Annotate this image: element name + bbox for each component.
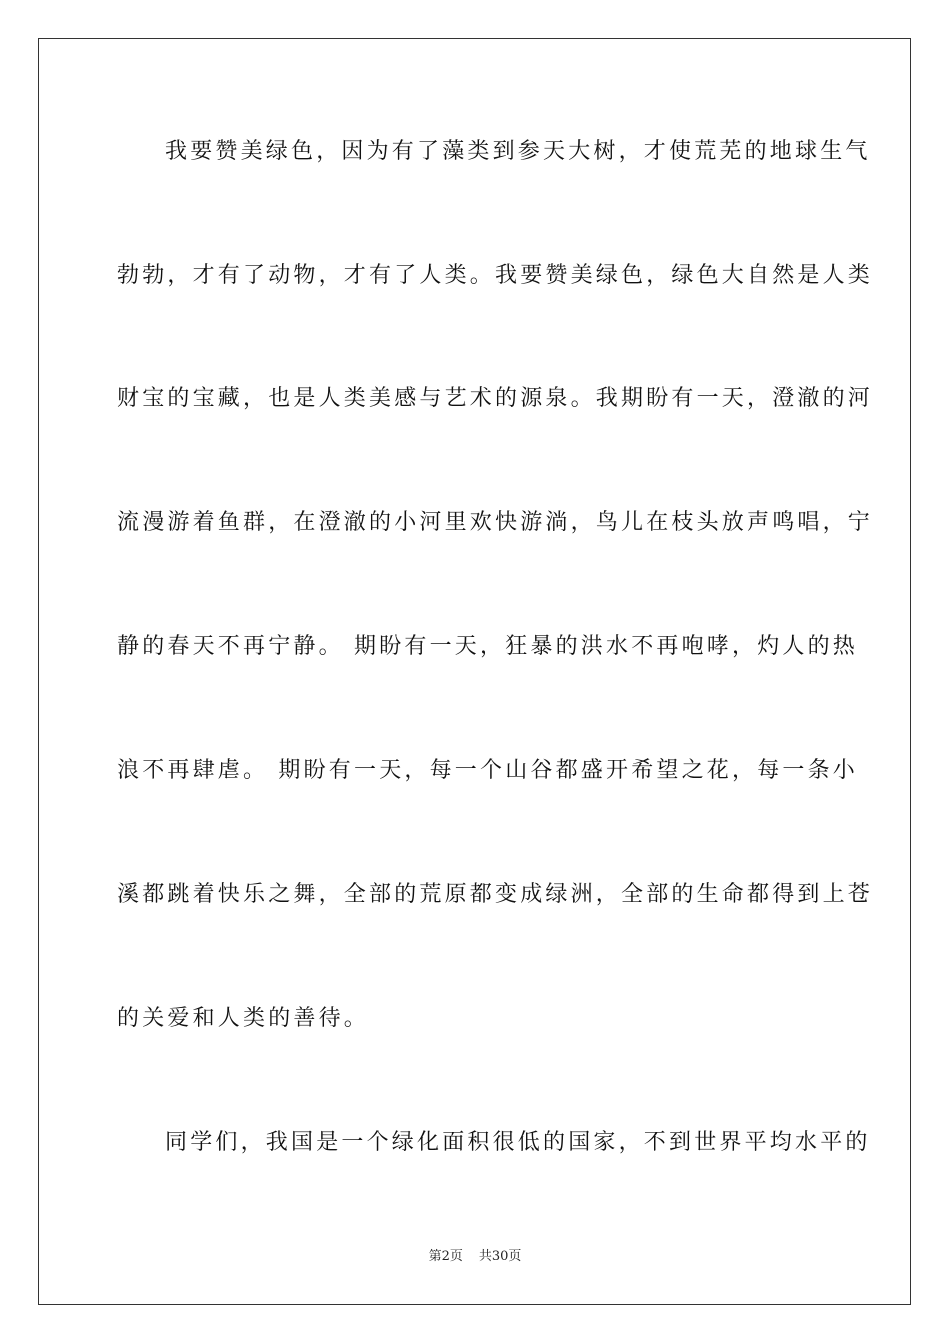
page-total: 共30页	[478, 1249, 522, 1264]
paragraph-1-line-2: 勃勃，才有了动物，才有了人类。我要赞美绿色，绿色大自然是人类	[117, 263, 874, 288]
paragraph-1-line-3: 财宝的宝藏，也是人类美感与艺术的源泉。我期盼有一天，澄澈的河	[117, 386, 874, 411]
paragraph-1-line-5: 静的春天不再宁静。 期盼有一天，狂暴的洪水不再咆哮，灼人的热	[117, 634, 858, 659]
page-border	[38, 38, 911, 1305]
paragraph-1-line-4: 流漫游着鱼群，在澄澈的小河里欢快游淌，鸟儿在枝头放声鸣唱，宁	[117, 510, 874, 535]
paragraph-1-line-7: 溪都跳着快乐之舞，全部的荒原都变成绿洲，全部的生命都得到上苍	[117, 882, 874, 907]
paragraph-1-line-8: 的关爱和人类的善待。	[117, 1006, 370, 1031]
paragraph-2-line-1: 同学们，我国是一个绿化面积很低的国家，不到世界平均水平的	[165, 1130, 871, 1155]
paragraph-1-line-6: 浪不再肆虐。 期盼有一天，每一个山谷都盛开希望之花，每一条小	[117, 758, 858, 783]
paragraph-1-line-1: 我要赞美绿色，因为有了藻类到参天大树，才使荒芜的地球生气	[165, 139, 871, 164]
page-number: 第2页	[428, 1249, 463, 1264]
page-footer	[0, 1249, 950, 1265]
